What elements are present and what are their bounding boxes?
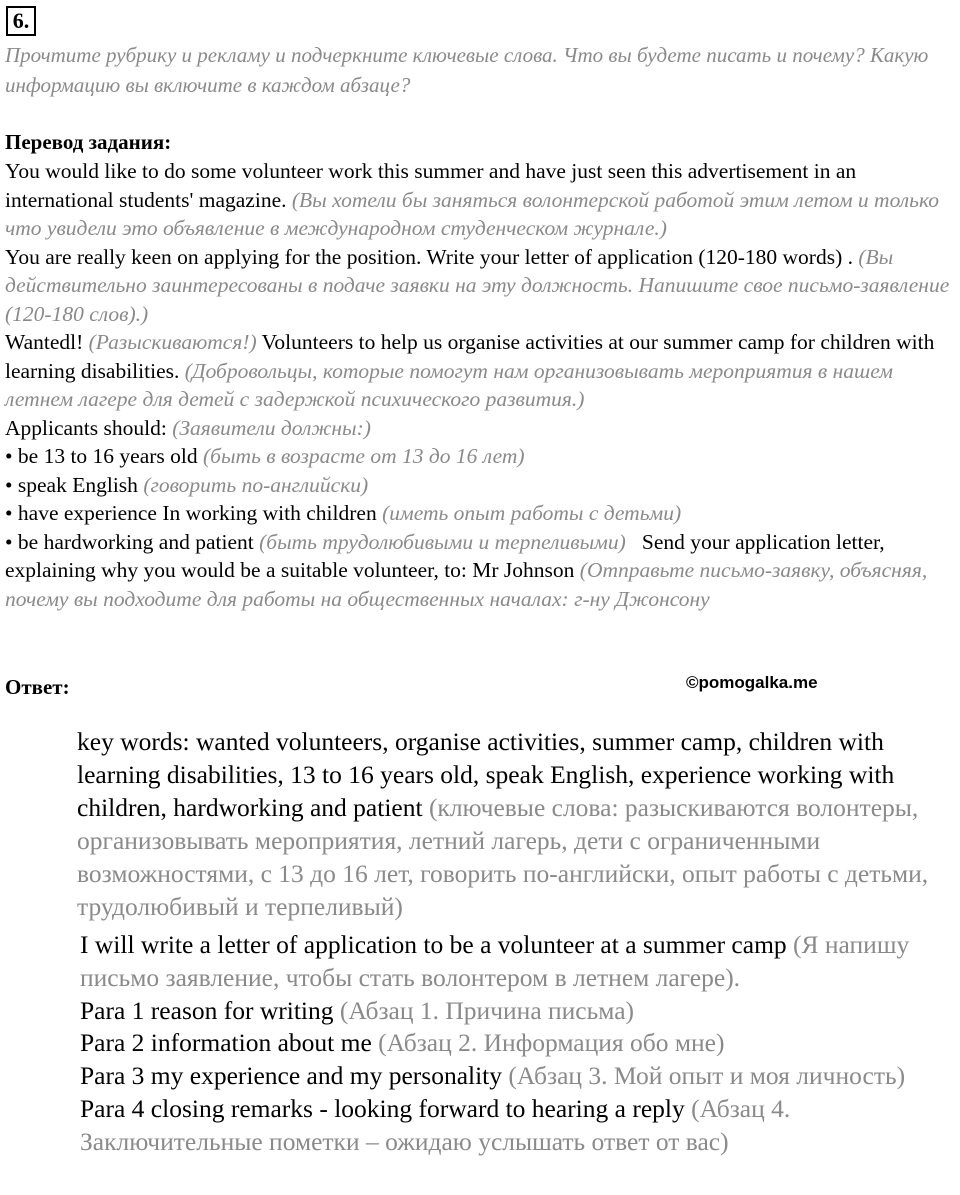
translation-body [5, 157, 957, 613]
text-ru: (Разыскиваются!) [88, 330, 257, 354]
text-ru: (Абзац 2. Информация обо мне) [378, 1028, 725, 1058]
text-ru: (Вы хотели бы заняться волонтерской работой этим летом и только что увидели это объявление в международном студенческом журнале.) [5, 187, 939, 240]
text-ru: (быть трудолюбивыми и терпеливыми) [259, 529, 626, 554]
text-en: Send your application letter, explaining why you would be a suitable volunteer, to: Mr Johnson [5, 529, 885, 582]
text-en: Para 2 information about me [80, 1028, 372, 1058]
watermark: ©pomogalka.me [686, 673, 818, 692]
text-ru: (Я напишу письмо заявление, чтобы стать волонтером в летнем лагере). [80, 930, 910, 992]
text-en: You would like to do some volunteer work this summer and have just seen this advertisement in an international students' magazine. [5, 159, 857, 212]
plan-paragraph-4 [80, 1093, 960, 1159]
text-ru: (быть в возрасте от 13 до 16 лет) [203, 444, 525, 468]
text-ru: (говорить по-английски) [143, 472, 369, 497]
paragraph-advert [5, 328, 957, 414]
text-ru: (Вы действительно заинтересованы в подаче заявки на эту должность. Напишите свое письмо-заявление (120-180 слов).) [5, 244, 950, 326]
plan-paragraph-2 [80, 1027, 960, 1060]
list-item [5, 442, 957, 471]
translation-heading: Перевод задания: [5, 130, 172, 154]
text-ru: (Абзац 3. Мой опыт и моя личность) [508, 1061, 906, 1091]
text-en: key words: wanted volunteers, organise activities, summer camp, children with learning disabilities, 13 to 16 years old, speak English, experience working with children, hardworking and patient [77, 727, 895, 822]
text-en: • be 13 to 16 years old [5, 444, 198, 468]
text-en: • speak English [5, 472, 138, 497]
text-en: You are really keen on applying for the position. Write your letter of application (120-180 words) . [5, 244, 853, 269]
text-ru: (иметь опыт работы с детьми) [382, 501, 682, 525]
exercise-number: 6. [6, 6, 36, 36]
answer-plan [80, 929, 960, 1159]
paragraph-applicants [5, 414, 957, 443]
text-ru: (Заявители должны:) [172, 415, 371, 440]
list-item [5, 471, 957, 500]
text-ru: (ключевые слова: разыскиваются волонтеры, организовывать мероприятия, летний лагерь, дети с ограниченными возможностями, с 13 до 16 лет, говорить по-английски, опыт работы с детьми, трудолюбивый и терпеливый) [77, 793, 929, 921]
text-en: I will write a letter of application to be a volunteer at a summer camp [80, 930, 787, 959]
list-item [5, 499, 957, 528]
text-ru: (Абзац 4. Заключительные пометки – ожидаю услышать ответ от вас) [80, 1093, 791, 1156]
text-ru: (Добровольцы, которые помогут нам организовывать мероприятия в нашем летнем лагере для детей с задержкой психического развития.) [5, 358, 893, 411]
text-en: Para 3 my experience and my personality [80, 1061, 503, 1091]
text-ru: (Абзац 1. Причина письма) [339, 995, 635, 1025]
paragraph-task [5, 243, 957, 329]
answer-label: Ответ: [5, 675, 70, 699]
plan-paragraph-3 [80, 1060, 960, 1093]
task-instructions: Прочтите рубрику и рекламу и подчеркните ключевые слова. Что вы будете писать и почему? Какую информацию вы включите в каждом абзаце? [5, 43, 929, 97]
list-item [5, 528, 957, 614]
text-en: Wantedl! [5, 330, 84, 354]
plan-paragraph-1 [80, 995, 960, 1028]
text-en: Volunteers to help us organise activities at our summer camp for children with learning disabilities. [5, 330, 935, 383]
text-en: Para 1 reason for writing [80, 995, 334, 1025]
text-en: Para 4 closing remarks - looking forward to hearing a reply [80, 1093, 685, 1123]
text-en: • be hardworking and patient [5, 529, 254, 554]
plan-intro [80, 929, 960, 995]
text-en: Applicants should: [5, 415, 167, 440]
text-en: • have experience In working with children [5, 501, 377, 525]
answer-keywords [77, 725, 960, 923]
paragraph-intro [5, 157, 957, 243]
text-ru: (Отправьте письмо-заявку, объясняя, почему вы подходите для работы на общественных началах: г-ну Джонсону [5, 558, 928, 611]
